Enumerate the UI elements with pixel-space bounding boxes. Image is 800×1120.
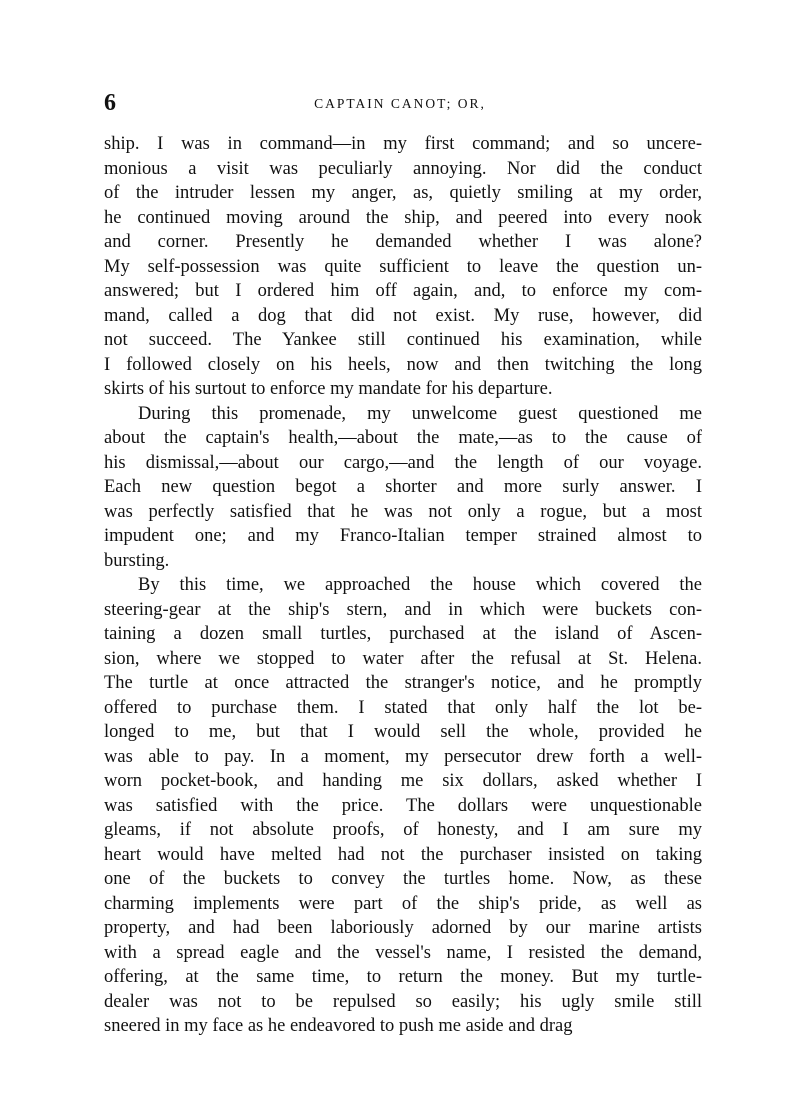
text-line: sion, where we stopped to water after the refusal at St. Helena. (104, 648, 702, 669)
text-line: gleams, if not absolute proofs, of honesty, and I am sure my (104, 820, 702, 840)
text-line: he continued moving around the ship, and peered into every nook (104, 207, 702, 228)
text-line: one of the buckets to convey the turtles home. Now, as these (104, 869, 702, 889)
text-line: dealer was not to be repulsed so easily; his ugly smile still (104, 991, 702, 1012)
text-line: not succeed. The Yankee still continued his examination, while (104, 330, 702, 350)
text-line: answered; but I ordered him off again, and, to enforce my com- (104, 281, 702, 301)
text-line: impudent one; and my Franco-Italian temper strained almost to (104, 526, 702, 546)
text-line: The turtle at once attracted the stranger's notice, and he promptly (104, 673, 702, 693)
text-line: Each new question begot a shorter and more surly answer. I (104, 477, 702, 497)
text-line: was perfectly satisfied that he was not only a rogue, but a most (104, 501, 702, 522)
text-line: By this time, we approached the house which covered the (138, 575, 702, 595)
text-line: was able to pay. In a moment, my persecutor drew forth a well- (104, 746, 702, 767)
body-text (104, 132, 702, 1039)
text-line: was satisfied with the price. The dollars were unquestionable (104, 795, 702, 816)
text-line: monious a visit was peculiarly annoying. Nor did the conduct (104, 158, 702, 179)
text-line: offering, at the same time, to return the money. But my turtle- (104, 967, 702, 987)
text-line: ship. I was in command—in my first command; and so uncere- (104, 134, 702, 154)
page-header (0, 88, 800, 118)
text-line: taining a dozen small turtles, purchased at the island of Ascen- (104, 624, 702, 644)
text-line: During this promenade, my unwelcome guest questioned me (138, 403, 702, 424)
paragraph (104, 402, 702, 574)
text-line: longed to me, but that I would sell the whole, provided he (104, 722, 702, 742)
paragraph (104, 132, 702, 402)
paragraph (104, 573, 702, 1039)
text-line: mand, called a dog that did not exist. My ruse, however, did (104, 305, 702, 326)
text-line: offered to purchase them. I stated that only half the lot be- (104, 697, 702, 718)
text-line: sneered in my face as he endeavored to push me aside and drag (104, 1016, 573, 1036)
text-line: charming implements were part of the ship's pride, as well as (104, 893, 702, 914)
text-line: worn pocket-book, and handing me six dollars, asked whether I (104, 771, 702, 791)
text-line: with a spread eagle and the vessel's name, I resisted the demand, (104, 942, 702, 963)
text-line: property, and had been laboriously adorned by our marine artists (104, 918, 702, 938)
text-line: and corner. Presently he demanded whether I was alone? (104, 232, 702, 252)
text-line: bursting. (104, 550, 170, 571)
text-line: skirts of his surtout to enforce my mandate for his departure. (104, 379, 553, 399)
text-line: steering-gear at the ship's stern, and in which were buckets con- (104, 599, 702, 620)
text-line: about the captain's health,—about the mate,—as to the cause of (104, 428, 702, 448)
text-line: of the intruder lessen my anger, as, quietly smiling at my order, (104, 183, 702, 203)
text-line: his dismissal,—about our cargo,—and the length of our voyage. (104, 452, 702, 473)
running-title: CAPTAIN CANOT; OR, (314, 96, 486, 111)
text-line: heart would have melted had not the purchaser insisted on taking (104, 844, 702, 865)
text-line: I followed closely on his heels, now and then twitching the long (104, 354, 702, 375)
text-line: My self-possession was quite sufficient to leave the question un- (104, 256, 702, 277)
page-number: 6 (104, 90, 116, 116)
